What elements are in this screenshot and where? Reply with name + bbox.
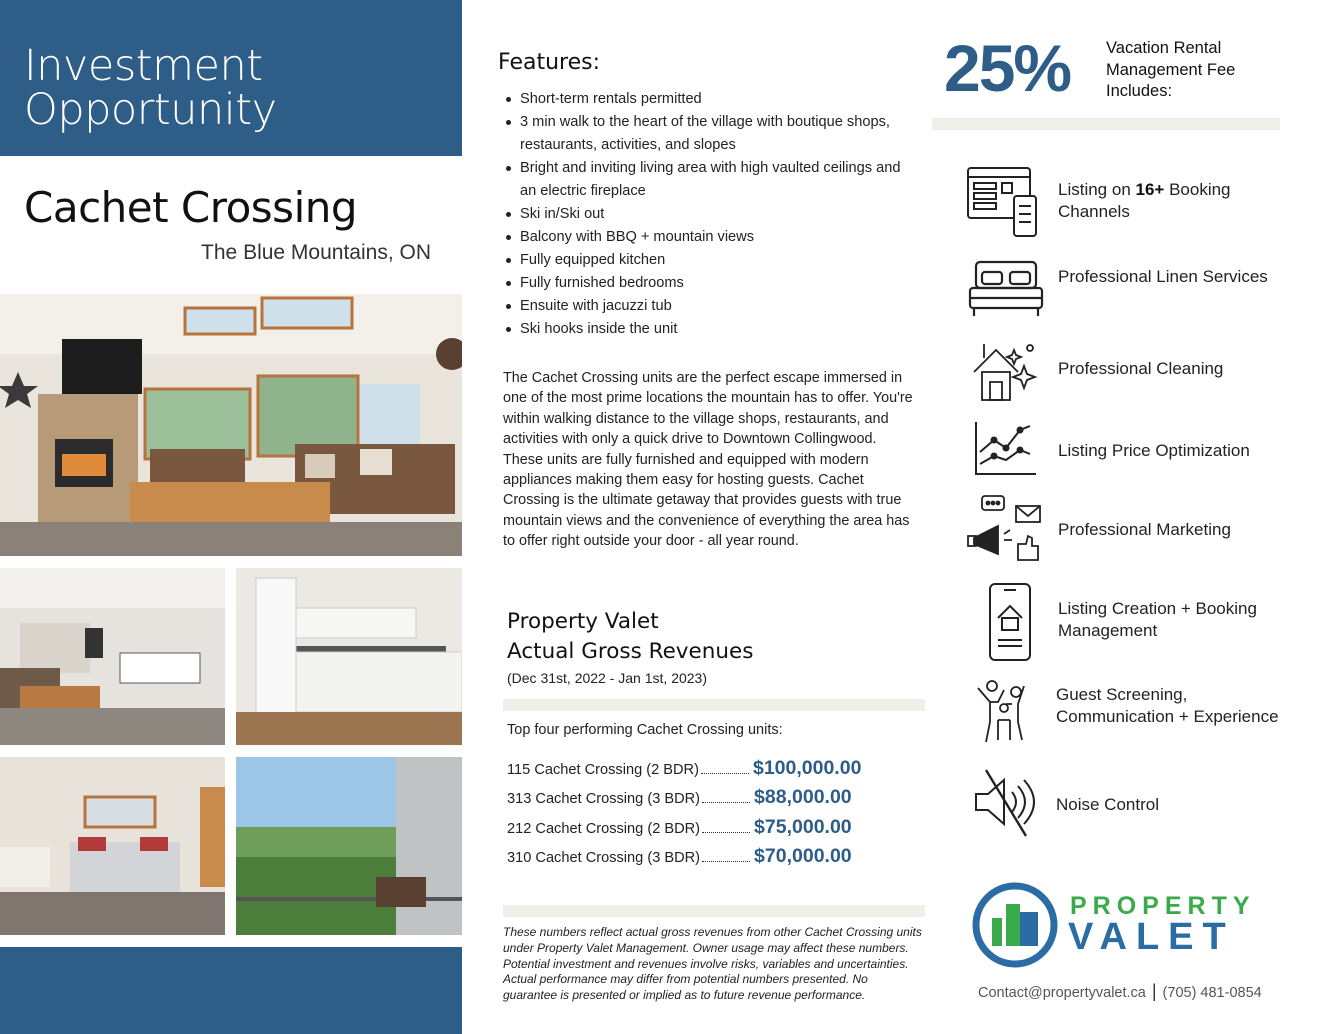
revenue-row [507,816,907,845]
dining-area-photo [0,568,225,745]
service-linen [960,252,1290,332]
revenue-row [507,845,907,874]
feature-item: Ensuite with jacuzzi tub [503,295,913,318]
service-label: Listing Price Optimization [1058,441,1250,460]
bedroom-photo [0,757,225,935]
logo-word-valet: VALET [1068,916,1235,958]
line-chart-icon [964,418,1044,498]
unit-name: 115 Cachet Crossing (2 BDR) [507,762,699,778]
contact-separator: | [1151,981,1157,1001]
revenue-row [507,786,907,815]
revenue-row [507,757,907,786]
megaphone-icon [964,494,1044,574]
leader-dots [701,773,749,774]
revenues-heading [507,607,753,667]
feature-item: Bright and inviting living area with high vaulted ceilings and an electric fireplace [503,157,913,203]
family-icon [964,676,1044,756]
feature-item: 3 min walk to the heart of the village with boutique shops, restaurants, activities, and slopes [503,111,913,157]
property-name: Cachet Crossing [24,183,358,232]
house-sparkle-icon [964,336,1044,416]
divider-bar [503,699,925,711]
contact-phone[interactable]: (705) 481-0854 [1162,985,1262,1001]
property-description: The Cachet Crossing units are the perfect escape immersed in one of the most prime locations the mountain has to offer. You're within walking distance to the village shops, restaurants, and activities with only a quick drive to Downtown Collingwood. These units are fully furnished and equipped with modern appliances making them easy for hosting guests. Cachet Crossing is the ultimate getaway that provides guests with true mountain views and the convenience of everything the area has to offer right outside your door - all year round. [503,370,913,550]
divider-bar [503,905,925,917]
features-list [503,88,913,341]
contact-info [978,981,1262,1002]
service-cleaning [960,336,1290,416]
property-valet-logo-mark [972,882,1058,968]
service-label [1058,179,1290,223]
unit-revenue: $100,000.00 [752,757,862,779]
revenues-date-range: (Dec 31st, 2022 - Jan 1st, 2023) [507,670,707,686]
title-banner [0,0,462,156]
booking-channels-icon [964,162,1044,242]
service-label: Professional Marketing [1058,520,1231,539]
contact-email[interactable]: Contact@propertyvalet.ca [978,985,1146,1001]
unit-name: 310 Cachet Crossing (3 BDR) [507,849,701,866]
unit-revenue: $75,000.00 [754,815,852,838]
features-heading: Features: [498,50,601,75]
feature-item: Short-term rentals permitted [503,88,913,111]
property-valet-logo [972,882,1262,968]
mute-speaker-icon [964,766,1044,846]
property-location: The Blue Mountains, ON [201,241,431,264]
bed-icon [964,252,1044,332]
service-label: Professional Cleaning [1058,359,1224,378]
fee-description: Vacation Rental Management Fee Includes: [1106,39,1236,100]
revenues-heading-line1: Property Valet [507,609,659,634]
smartphone-house-icon [964,582,1044,662]
footer-band [0,947,462,1034]
service-label-prefix: Listing on [1058,180,1136,199]
service-label: Professional Linen Services [1058,267,1268,286]
logo-word-property: PROPERTY [1070,892,1256,920]
unit-name: 313 Cachet Crossing (3 BDR) [507,791,701,808]
page-title: Investment Opportunity [24,41,277,135]
service-noise [960,766,1290,846]
service-listing [960,582,1290,662]
leader-dots [702,832,750,833]
service-label: Listing Creation + Booking Management [1058,599,1257,640]
leader-dots [702,802,750,803]
service-booking-channels [960,162,1290,242]
service-label: Noise Control [1056,795,1159,814]
service-label-suffix: Booking Channels [1058,180,1231,221]
service-guest [960,676,1290,756]
unit-name: 212 Cachet Crossing (2 BDR) [507,820,701,837]
balcony-view-photo [236,757,462,935]
feature-item: Balcony with BBQ + mountain views [503,226,913,249]
feature-item: Fully furnished bedrooms [503,272,913,295]
service-marketing [960,494,1290,574]
leader-dots [702,861,750,862]
service-label: Guest Screening, Communication + Experience [1056,685,1279,726]
revenues-intro: Top four performing Cachet Crossing units: [507,722,783,738]
disclaimer: These numbers reflect actual gross revenues from other Cachet Crossing units under Property Valet Management. Owner usage may affect these numbers. Potential investment and revenues involve risks, variables and uncertainties. Actual performance may differ from potential numbers presented. No guarantee is presented or implied as to future revenue performance. [503,925,922,1003]
kitchen-photo [236,568,462,745]
living-room-photo [0,294,462,556]
feature-item: Fully equipped kitchen [503,249,913,272]
revenues-heading-line2: Actual Gross Revenues [507,639,754,664]
unit-revenue: $70,000.00 [754,844,852,867]
feature-item: Ski in/Ski out [503,203,913,226]
revenue-units-list [507,757,907,874]
unit-revenue: $88,000.00 [754,786,852,809]
feature-item: Ski hooks inside the unit [503,318,913,341]
booking-channel-count: 16+ [1135,180,1165,199]
service-pricing [960,418,1290,498]
fee-percentage: 25% [944,31,1071,105]
divider-bar [932,118,1280,130]
